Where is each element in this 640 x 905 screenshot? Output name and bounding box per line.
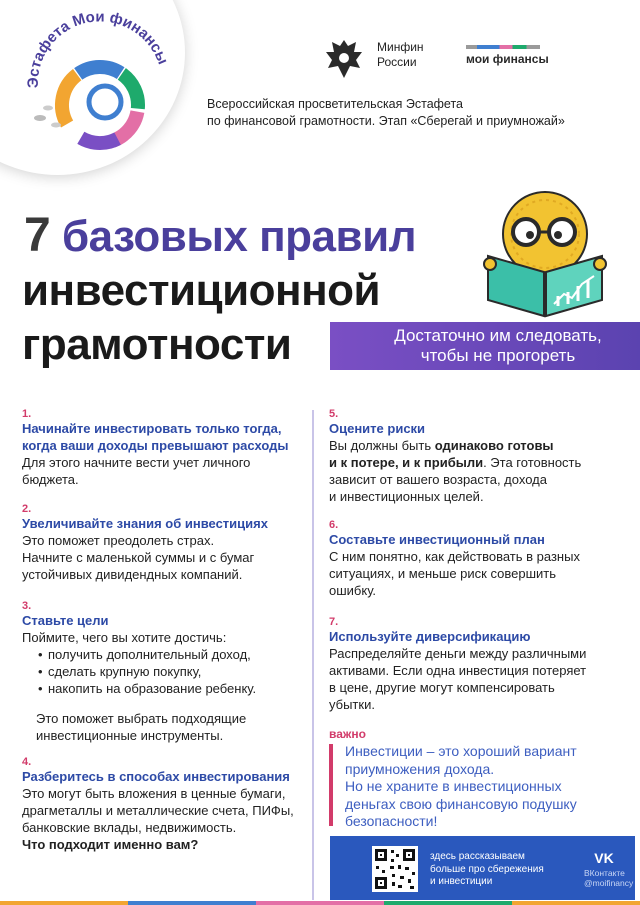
coin-mascot-reading-icon: [478, 186, 613, 321]
important-line: деньгах свою финансовую подушку: [345, 795, 577, 812]
footer-line: здесь рассказываем: [430, 851, 525, 862]
headline-line3: грамотности: [22, 320, 292, 369]
vk-icon: VK: [594, 850, 614, 866]
important-line: безопасности!: [345, 813, 438, 829]
rule-number: 6.: [329, 519, 339, 531]
rule-title: Оцените риски: [329, 421, 426, 436]
minfin-label: [377, 40, 424, 70]
rule-number: 3.: [22, 600, 32, 612]
rule-body-line: активами. Если одна инвестиция потеряет: [329, 663, 587, 678]
rule-body: [22, 454, 312, 488]
rule-body-text: . Эта готовность: [483, 455, 582, 470]
important-line: приумножения дохода.: [345, 760, 495, 777]
important-accent-bar: [329, 744, 333, 826]
subtitle-line1: Всероссийская просветительская Эстафета: [207, 97, 464, 111]
rule-title: Составьте инвестиционный план: [329, 532, 545, 547]
rule-body-line: в цене, другие могут компенсировать: [329, 680, 555, 695]
rule-body-line: банковские вклады, недвижимость.: [22, 820, 237, 835]
rule-2: [22, 503, 312, 583]
vk-link[interactable]: [584, 850, 634, 888]
rule-5: [329, 408, 629, 505]
rule-body: [22, 532, 312, 583]
moi-finansy-color-bar: [466, 45, 540, 49]
headline-line1-text: базовых правил: [61, 212, 417, 261]
rule-body: [329, 548, 629, 599]
rule-body-line: ситуациях, и меньше риск совершить: [329, 566, 556, 581]
footer-line: и инвестиции: [430, 876, 493, 887]
relay-logo: [0, 0, 200, 175]
rule-body-line: инвестиционные инструменты.: [36, 728, 224, 743]
rule-body-line: Для этого начните вести учет личного: [22, 455, 251, 470]
rule-body: [22, 785, 317, 853]
vk-label: [584, 868, 634, 888]
rule-body-line: зависит от вашего возраста, дохода: [329, 472, 547, 487]
rule-title: [22, 420, 312, 454]
rule-body-line: Поймите, чего вы хотите достичь:: [22, 630, 227, 645]
rule-4: [22, 756, 317, 853]
vk-handle: @moifinancy: [584, 878, 634, 888]
rule-body: [329, 645, 634, 713]
headline-line2: инвестиционной: [22, 266, 381, 315]
bullet-item: • накопить на образование ребенку.: [48, 680, 312, 697]
rule-body-line: Это поможет выбрать подходящие: [36, 711, 247, 726]
qr-code-icon[interactable]: [372, 846, 418, 892]
relay-logo-text: Эстафета Мои финансы: [24, 8, 172, 89]
headline-line1: [24, 208, 416, 263]
rule-body-line: драгметаллы и металлические счета, ПИФы,: [22, 803, 294, 818]
rule-7: [329, 616, 634, 713]
important-line: Но не храните в инвестиционных: [345, 778, 562, 794]
rule-body: [329, 437, 629, 505]
rule-body-line: убытки.: [329, 697, 375, 712]
footer-text: [430, 851, 570, 889]
rule-title: Разберитесь в способах инвестирования: [22, 769, 290, 784]
tagline-line1: Достаточно им следовать,: [394, 326, 602, 345]
rule-number: 1.: [22, 408, 32, 420]
rule-body-line: Распределяйте деньги между различными: [329, 646, 587, 661]
rule-body-text: Вы должны быть: [329, 438, 435, 453]
vk-line: ВКонтакте: [584, 868, 625, 878]
rule-1: [22, 408, 312, 488]
rule-body-line: Начните с маленькой суммы и с бумаг: [22, 550, 255, 565]
rule-body-line: Это поможет преодолеть страх.: [22, 533, 215, 548]
rule-body-line: С ним понятно, как действовать в разных: [329, 549, 580, 564]
important-label: важно: [329, 727, 366, 741]
rule-title-line: когда ваши доходы превышают расходы: [22, 438, 289, 453]
bottom-color-strip: [0, 901, 640, 905]
rule-body-line: бюджета.: [22, 472, 79, 487]
moi-finansy-logo: мои финансы: [466, 52, 549, 66]
rule-number: 7.: [329, 616, 339, 628]
subtitle-line2: по финансовой грамотности. Этап «Сберегай и приумножай»: [207, 114, 565, 128]
rule-body: [22, 629, 312, 744]
rule-title-line: Начинайте инвестировать только тогда,: [22, 421, 282, 436]
rule-number: 5.: [329, 408, 339, 420]
rule-title: Увеличивайте знания об инвестициях: [22, 516, 268, 531]
rule-6: [329, 519, 629, 599]
rule-body-line: устойчивых дивидендных компаний.: [22, 567, 243, 582]
rule-number: 2.: [22, 503, 32, 515]
rule-body-question: Что подходит именно вам?: [22, 837, 199, 852]
tagline: [356, 326, 640, 366]
bullet-item: • получить дополнительный доход,: [48, 646, 312, 663]
bullet-item: • сделать крупную покупку,: [48, 663, 312, 680]
rule-body-emphasis: и к потере, и к прибыли: [329, 455, 484, 470]
important-note: [345, 743, 615, 831]
rule-body-line: Это могут быть вложения в ценные бумаги,: [22, 786, 286, 801]
rule-body-line: и инвестиционных целей.: [329, 489, 484, 504]
rule-body-line: ошибку.: [329, 583, 377, 598]
rule-3: [22, 600, 312, 744]
headline-number: 7: [24, 209, 51, 262]
minfin-line2: России: [377, 55, 417, 69]
eagle-emblem-icon: [322, 36, 366, 82]
rule-title: Используйте диверсификацию: [329, 629, 531, 644]
tagline-line2: чтобы не прогореть: [420, 346, 576, 365]
footer-line: больше про сбережения: [430, 863, 544, 875]
header-subtitle: [207, 96, 627, 130]
rule-body-emphasis: одинаково готовы: [434, 438, 554, 453]
rule-number: 4.: [22, 756, 32, 768]
svg-text:Эстафета Мои финансы: [25, 8, 172, 88]
rule-title: Ставьте цели: [22, 613, 109, 628]
minfin-line1: Минфин: [377, 40, 424, 54]
important-line: Инвестиции – это хороший вариант: [345, 743, 577, 759]
